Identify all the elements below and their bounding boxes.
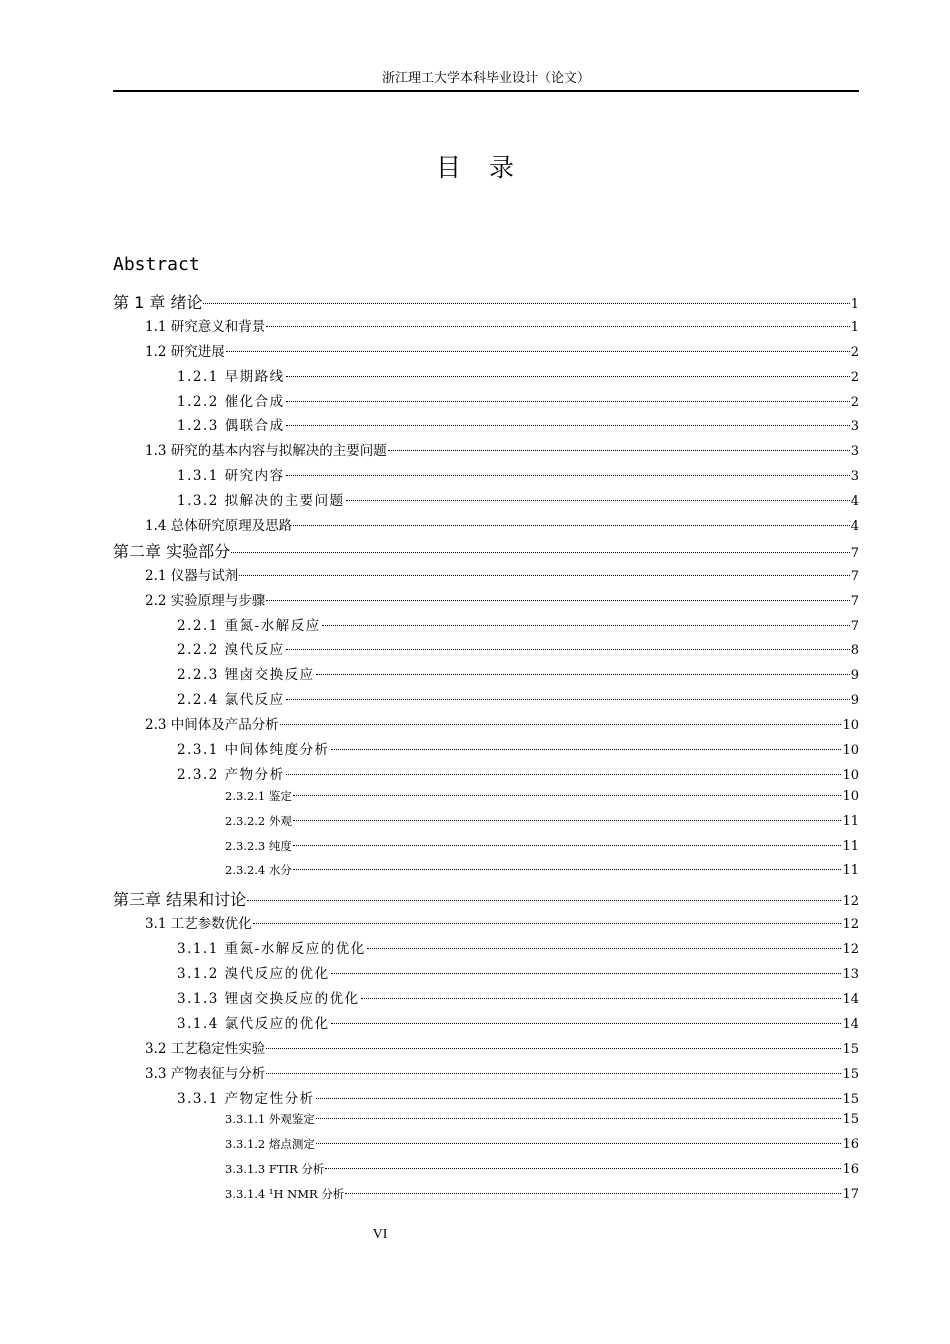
- toc-entry-label: 2.3.1 中间体纯度分析: [177, 742, 330, 759]
- toc-entry-page: 1: [850, 319, 859, 335]
- toc-entry-label: 第三章 结果和讨论: [113, 890, 247, 910]
- toc-entry-page: 15: [842, 1091, 859, 1107]
- toc-entry[interactable]: [113, 1161, 859, 1186]
- toc-entry-label: 2.2.1 重氮-水解反应: [177, 617, 321, 634]
- toc-leader-dots: [253, 923, 842, 924]
- toc-entry-label: 2.3 中间体及产品分析: [145, 717, 279, 734]
- toc-entry[interactable]: [113, 887, 859, 912]
- toc-entry-label: 1.3 研究的基本内容与拟解决的主要问题: [145, 443, 387, 460]
- toc-entry-label: 第二章 实验部分: [113, 541, 231, 561]
- toc-leader-dots: [293, 845, 842, 846]
- toc-entry-page: 4: [850, 494, 859, 510]
- toc-entry-label: 2.3.2.2 外观: [225, 813, 292, 828]
- toc-leader-dots: [293, 525, 849, 526]
- toc-entry[interactable]: [113, 390, 859, 415]
- toc-entry-page: 9: [850, 668, 859, 684]
- toc-entry[interactable]: [113, 937, 859, 962]
- toc-leader-dots: [286, 649, 850, 650]
- toc-entry-page: 11: [842, 863, 859, 879]
- toc-entry-page: 16: [842, 1162, 859, 1178]
- toc-leader-dots: [345, 1193, 841, 1194]
- toc-entry-page: 16: [842, 1137, 859, 1153]
- toc-entry[interactable]: [113, 738, 859, 763]
- toc-entry-page: 14: [842, 1016, 859, 1032]
- toc-entry[interactable]: [113, 688, 859, 713]
- toc-leader-dots: [286, 699, 850, 700]
- toc-leader-dots: [293, 869, 842, 870]
- toc-entry[interactable]: [113, 713, 859, 738]
- toc-leader-dots: [293, 795, 842, 796]
- toc-leader-dots: [316, 674, 850, 675]
- toc-leader-dots: [266, 1048, 841, 1049]
- toc-leader-dots: [367, 948, 842, 949]
- toc-leader-dots: [388, 450, 850, 451]
- toc-entry-label: 2.3.2 产物分析: [177, 766, 285, 783]
- toc-leader-dots: [316, 1118, 842, 1119]
- toc-entry-label: 3.1 工艺参数优化: [145, 916, 252, 933]
- toc-leader-dots: [331, 973, 842, 974]
- toc-entry-label: 1.4 总体研究原理及思路: [145, 518, 293, 535]
- toc-leader-dots: [293, 820, 842, 821]
- toc-leader-dots: [361, 998, 842, 999]
- toc-entry[interactable]: [113, 638, 859, 663]
- toc-leader-dots: [286, 401, 850, 402]
- toc-entry-label: 2.3.2.1 鉴定: [225, 788, 292, 803]
- toc-entry-page: 2: [850, 369, 859, 385]
- toc-entry[interactable]: [113, 290, 859, 315]
- toc-entry[interactable]: [113, 489, 859, 514]
- toc-entry[interactable]: [113, 439, 859, 464]
- toc-abstract-entry[interactable]: Abstract: [113, 254, 200, 275]
- toc-leader-dots: [331, 1023, 842, 1024]
- toc-entry[interactable]: [113, 912, 859, 937]
- toc-entry[interactable]: [113, 1087, 859, 1112]
- toc-entry[interactable]: [113, 1136, 859, 1161]
- toc-entry[interactable]: [113, 315, 859, 340]
- toc-entry-label: 2.3.2.4 水分: [225, 863, 292, 878]
- toc-entry-page: 11: [842, 813, 859, 829]
- toc-entry-page: 3: [850, 444, 859, 460]
- toc-leader-dots: [325, 1168, 841, 1169]
- toc-entry[interactable]: [113, 1012, 859, 1037]
- toc-entry-label: 1.1 研究意义和背景: [145, 318, 266, 335]
- toc-entry[interactable]: [113, 539, 859, 564]
- toc-entry-label: 3.2 工艺稳定性实验: [145, 1040, 266, 1057]
- toc-entry-label: 2.2 实验原理与步骤: [145, 592, 266, 609]
- toc-entry-page: 11: [842, 838, 859, 854]
- toc-entry-label: 第 1 章 绪论: [113, 293, 203, 312]
- toc-entry[interactable]: [113, 340, 859, 365]
- toc-entry-page: 13: [842, 967, 859, 983]
- toc-entry[interactable]: [113, 514, 859, 539]
- toc-leader-dots: [266, 326, 849, 327]
- toc-leader-dots: [203, 303, 849, 304]
- toc-entry-label: 1.3.2 拟解决的主要问题: [177, 493, 345, 510]
- toc-entry-label: 2.2.2 溴代反应: [177, 642, 285, 659]
- toc-entry-label: 3.1.3 锂卤交换反应的优化: [177, 990, 360, 1007]
- toc-entry-page: 7: [850, 618, 859, 634]
- toc-entry-label: 3.3.1.3 FTIR 分析: [225, 1162, 325, 1177]
- toc-entry-page: 7: [850, 545, 859, 561]
- toc-entry-page: 15: [842, 1041, 859, 1057]
- toc-entry-page: 7: [850, 568, 859, 584]
- toc-leader-dots: [346, 500, 850, 501]
- toc-entry-page: 8: [850, 643, 859, 659]
- toc-entry-label: 3.1.2 溴代反应的优化: [177, 966, 330, 983]
- toc-entry[interactable]: [113, 564, 859, 589]
- toc-entry-label: 3.3.1.4 ¹H NMR 分析: [225, 1187, 345, 1202]
- toc-entry-page: 9: [850, 693, 859, 709]
- toc-leader-dots: [286, 475, 850, 476]
- toc-entry[interactable]: [113, 838, 859, 863]
- toc-leader-dots: [316, 1098, 842, 1099]
- toc-leader-dots: [322, 625, 850, 626]
- toc-entry-page: 12: [842, 917, 859, 933]
- toc-entry[interactable]: [113, 788, 859, 813]
- toc-entry-page: 3: [850, 419, 859, 435]
- toc-leader-dots: [226, 351, 850, 352]
- toc-entry-label: 1.3.1 研究内容: [177, 468, 285, 485]
- toc-entry[interactable]: [113, 414, 859, 439]
- toc-entry[interactable]: [113, 813, 859, 838]
- table-of-contents: [113, 290, 859, 1211]
- toc-entry[interactable]: [113, 862, 859, 887]
- toc-leader-dots: [280, 724, 842, 725]
- toc-entry[interactable]: [113, 1111, 859, 1136]
- toc-entry-page: 4: [850, 519, 859, 535]
- toc-leader-dots: [286, 376, 850, 377]
- toc-entry-label: 2.3.2.3 纯度: [225, 838, 292, 853]
- toc-entry-page: 17: [842, 1187, 859, 1203]
- toc-leader-dots: [266, 1073, 841, 1074]
- toc-entry[interactable]: [113, 365, 859, 390]
- toc-entry-page: 2: [850, 344, 859, 360]
- toc-entry-page: 12: [842, 942, 859, 958]
- toc-leader-dots: [247, 900, 841, 901]
- toc-entry-label: 2.1 仪器与试剂: [145, 567, 239, 584]
- toc-entry-page: 7: [850, 593, 859, 609]
- toc-entry-page: 1: [850, 297, 859, 312]
- header-rule: [113, 90, 859, 92]
- toc-entry-label: 3.1.4 氯代反应的优化: [177, 1015, 330, 1032]
- toc-entry[interactable]: [113, 614, 859, 639]
- toc-entry[interactable]: [113, 987, 859, 1012]
- toc-entry-label: 1.2 研究进展: [145, 343, 225, 360]
- page-number: VI: [372, 1227, 388, 1242]
- toc-entry-label: 3.3.1.1 外观鉴定: [225, 1112, 315, 1127]
- toc-entry[interactable]: [113, 1186, 859, 1211]
- toc-entry-label: 3.3 产物表征与分析: [145, 1065, 266, 1082]
- toc-entry-label: 3.3.1.2 熔点测定: [225, 1137, 315, 1152]
- toc-entry-page: 15: [842, 1112, 859, 1128]
- toc-entry[interactable]: [113, 1062, 859, 1087]
- toc-entry-page: 14: [842, 991, 859, 1007]
- toc-entry-page: 12: [842, 894, 859, 910]
- toc-entry[interactable]: [113, 663, 859, 688]
- toc-entry[interactable]: [113, 1037, 859, 1062]
- toc-entry-page: 10: [842, 788, 859, 804]
- toc-entry-label: 3.1.1 重氮-水解反应的优化: [177, 941, 366, 958]
- page-title: 目录: [435, 153, 542, 182]
- running-header: 浙江理工大学本科毕业设计（论文）: [381, 71, 590, 86]
- toc-entry[interactable]: [113, 464, 859, 489]
- toc-entry-label: 1.2.1 早期路线: [177, 368, 285, 385]
- toc-entry[interactable]: [113, 589, 859, 614]
- toc-entry-label: 2.2.3 锂卤交换反应: [177, 667, 315, 684]
- toc-entry-page: 15: [842, 1066, 859, 1082]
- toc-leader-dots: [331, 749, 842, 750]
- toc-entry-label: 1.2.2 催化合成: [177, 393, 285, 410]
- toc-leader-dots: [266, 600, 849, 601]
- toc-entry-label: 2.2.4 氯代反应: [177, 692, 285, 709]
- toc-entry-page: 10: [842, 767, 859, 783]
- toc-leader-dots: [231, 552, 850, 553]
- toc-entry-page: 2: [850, 394, 859, 410]
- toc-entry-page: 10: [842, 743, 859, 759]
- toc-entry-label: 3.3.1 产物定性分析: [177, 1090, 315, 1107]
- toc-entry[interactable]: [113, 962, 859, 987]
- toc-leader-dots: [239, 575, 849, 576]
- toc-entry[interactable]: [113, 763, 859, 788]
- toc-leader-dots: [316, 1143, 842, 1144]
- toc-entry-label: 1.2.3 偶联合成: [177, 418, 285, 435]
- toc-leader-dots: [286, 425, 850, 426]
- toc-leader-dots: [286, 774, 842, 775]
- toc-entry-page: 10: [842, 718, 859, 734]
- toc-entry-page: 3: [850, 469, 859, 485]
